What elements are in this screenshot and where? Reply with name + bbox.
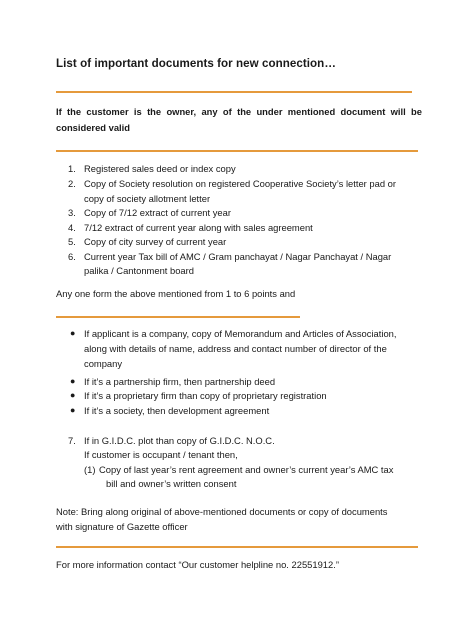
bullet-text: along with details of name, address and contact number of director of the xyxy=(84,343,387,354)
list-item-text: Copy of city survey of current year xyxy=(84,236,227,247)
sub-item-text: bill and owner’s written consent xyxy=(106,478,237,489)
list-item-text: palika / Cantonment board xyxy=(84,265,194,276)
note-divider xyxy=(56,546,418,548)
intro-divider xyxy=(56,150,418,152)
bullet-icon: ● xyxy=(70,390,76,400)
list-item-text: Current year Tax bill of AMC / Gram panchayat / Nagar Panchayat / Nagar xyxy=(84,251,392,262)
section-divider xyxy=(56,316,300,318)
list-item-text: Copy of 7/12 extract of current year xyxy=(84,207,231,218)
list-number: 3. xyxy=(68,207,76,218)
note-text: with signature of Gazette officer xyxy=(56,521,188,532)
list-item-text: 7/12 extract of current year along with sales agreement xyxy=(84,222,313,233)
list-item-text: Copy of Society resolution on registered Cooperative Society’s letter pad or xyxy=(84,178,396,189)
list-number: 1. xyxy=(68,163,76,174)
intro-text: If the customer is the owner, any of the under mentioned document will be considered valid xyxy=(56,106,422,133)
note-text: Note: Bring along original of above-mentioned documents or copy of documents xyxy=(56,506,388,517)
sub-item-number: (1) xyxy=(84,464,96,475)
contact-text: For more information contact “Our customer helpline no. 22551912.” xyxy=(56,559,339,570)
bullet-icon: ● xyxy=(70,376,76,386)
list-number: 4. xyxy=(68,222,76,233)
bullet-text: If it’s a proprietary firm than copy of proprietary registration xyxy=(84,390,327,401)
list-number: 5. xyxy=(68,236,76,247)
bullet-text: If it’s a society, then development agreement xyxy=(84,405,270,416)
bullet-text: If it’s a partnership firm, then partnership deed xyxy=(84,376,276,387)
bullet-text: company xyxy=(84,358,123,369)
bullet-text: If applicant is a company, copy of Memorandum and Articles of Association, xyxy=(84,328,397,339)
bullet-icon: ● xyxy=(70,405,76,415)
bullet-icon: ● xyxy=(70,328,76,338)
any-one-text: Any one form the above mentioned from 1 to 6 points and xyxy=(56,288,296,299)
sub-item-text: Copy of last year’s rent agreement and owner’s current year’s AMC tax xyxy=(99,464,394,475)
list-number: 6. xyxy=(68,251,76,262)
item-seven-line: If in G.I.D.C. plot than copy of G.I.D.C. N.O.C. xyxy=(84,435,275,446)
list-item-text: copy of society allotment letter xyxy=(84,193,211,204)
list-number: 2. xyxy=(68,178,76,189)
title-divider xyxy=(56,91,412,93)
list-number: 7. xyxy=(68,435,76,446)
list-item-text: Registered sales deed or index copy xyxy=(84,163,236,174)
item-seven-line: If customer is occupant / tenant then, xyxy=(84,449,238,460)
page-title: List of important documents for new connection… xyxy=(56,57,336,70)
